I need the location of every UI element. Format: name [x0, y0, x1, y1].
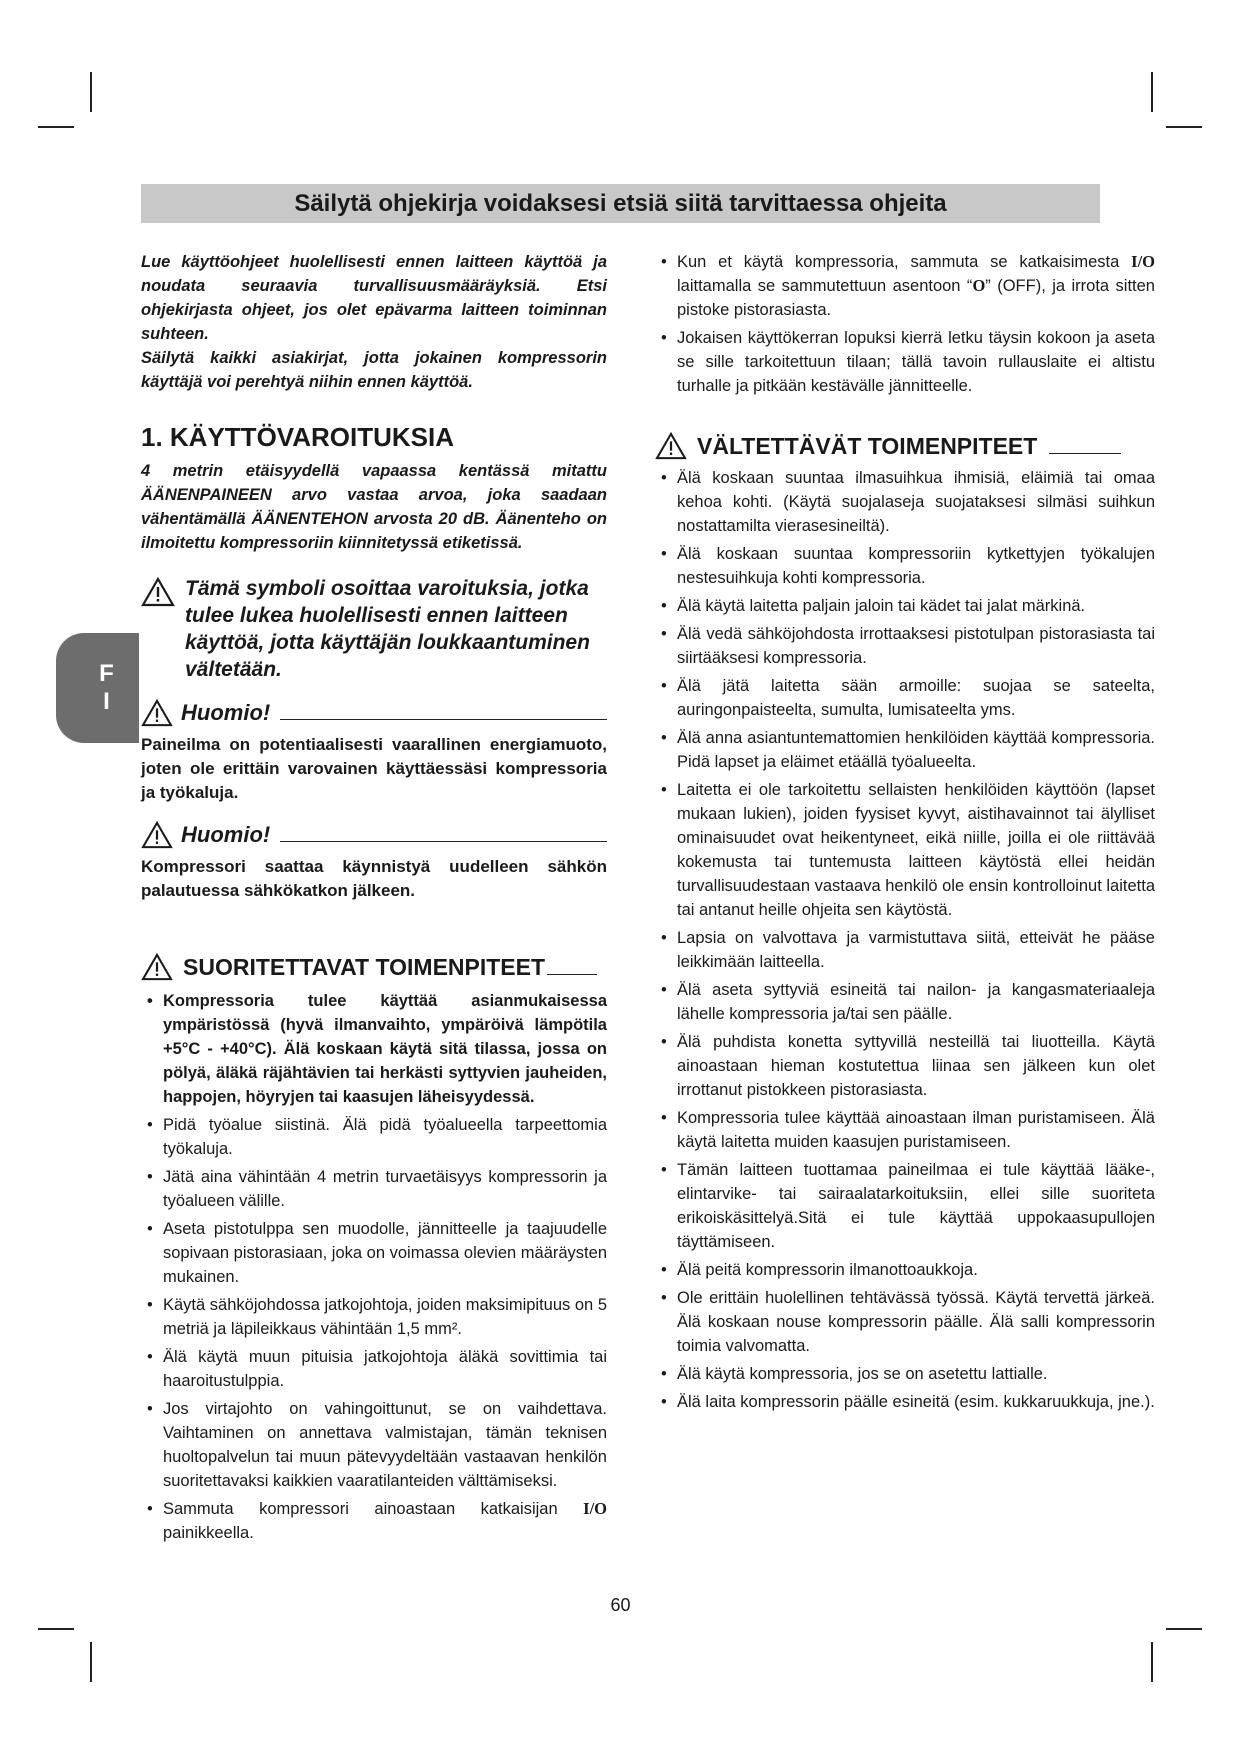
list-item: • Älä anna asiantuntemattomien henkilöiden käyttää kompressoria. Pidä lapset ja eläimet etäällä työalueelta.	[655, 726, 1155, 774]
page-header	[141, 184, 1100, 223]
symbol-text: Tämä symboli osoittaa varoituksia, jotka tulee lukea huolellisesti ennen laitteen käyttöä, jotta käyttäjän loukkaantuminen vältetään.	[185, 577, 590, 681]
list-item: • Kompressoria tulee käyttää asianmukaisessa ympäristössä (hyvä ilmanvaihto, ympäröivä lämpötila +5°C - +40°C). Älä koskaan käytä sitä tilassa, jossa on pölyä, äläkä räjähtävien tai herkästi syttyvien jauheiden, happojen, höyryjen tai kaasujen läheisyydessä.	[141, 989, 607, 1109]
list-item: • Aseta pistotulppa sen muodolle, jännitteelle ja taajuudelle sopivaan pistorasiaan, joka on voimassa olevien määräysten mukainen.	[141, 1217, 607, 1289]
language-tab	[56, 633, 139, 743]
crop-mark	[38, 126, 74, 128]
warning-triangle-icon	[141, 699, 173, 727]
list-item: • Jos virtajohto on vahingoittunut, se on vaihdettava. Vaihtaminen on annettava valmistajan, tämän teknisen huoltopalvelun tai muun pätevyydeltään vastaavan henkilön suoritettavaksi kaikkien vaaratilanteiden välttämiseksi.	[141, 1397, 607, 1493]
warning-triangle-icon	[141, 821, 173, 849]
list-item: • Älä käytä kompressoria, jos se on asetettu lattialle.	[655, 1362, 1155, 1386]
noise-info: 4 metrin etäisyydellä vapaassa kentässä mitattu ÄÄNENPAINEEN arvo vastaa arvoa, joka saadaan vähentämällä ÄÄNENTEHON arvosta 20 dB. Äänenteho on ilmoitettu kompressoriin kiinnitetyssä etiketissä.	[141, 462, 607, 552]
header-title: Säilytä ohjekirja voidaksesi etsiä siitä tarvittaessa ohjeita	[294, 189, 947, 217]
list-item	[141, 1497, 607, 1545]
symbol-explanation	[141, 575, 607, 683]
off-label: O	[972, 276, 986, 295]
section-title-warnings: 1. KÄYTTÖVAROITUKSIA	[141, 422, 454, 452]
language-tab-f: F	[99, 660, 114, 687]
list-item-text: laittamalla se sammutettuun asentoon “	[677, 277, 973, 295]
huomio-1-text: Paineilma on potentiaalisesti vaarallinen energiamuoto, joten ole erittäin varovainen käyttäessäsi kompressoria ja työkaluja.	[141, 735, 607, 802]
list-item: • Älä käytä laitetta paljain jaloin tai kädet tai jalat märkinä.	[655, 594, 1155, 618]
divider	[547, 960, 597, 975]
section-title-avoid	[655, 432, 1155, 460]
usage-list	[655, 250, 1155, 398]
list-item: • Jokaisen käyttökerran lopuksi kierrä letku täysin kokoon ja aseta se sille tarkoitettuun tilaan; tällä tavoin rullauslaite ei altistu turhalle ja pitkään kestävälle jännitteelle.	[655, 326, 1155, 398]
list-item: • Älä peitä kompressorin ilmanottoaukkoja.	[655, 1258, 1155, 1282]
divider	[280, 707, 607, 720]
huomio-1	[141, 699, 607, 727]
huomio-2-label: Huomio!	[181, 822, 271, 847]
list-item-text: Kun et käytä kompressoria, sammuta se katkaisimesta	[677, 253, 1120, 271]
switch-label: I/O	[583, 1499, 607, 1518]
list-item: • Jätä aina vähintään 4 metrin turvaetäisyys kompressorin ja työalueen välille.	[141, 1165, 607, 1213]
crop-mark	[38, 1628, 74, 1630]
list-item-text: painikkeella.	[163, 1524, 254, 1542]
crop-mark	[90, 72, 92, 112]
intro-text-2: Säilytä kaikki asiakirjat, jotta jokainen kompressorin käyttäjä voi perehtyä niihin ennen käyttöä.	[141, 349, 607, 391]
right-column	[655, 250, 1155, 1418]
switch-label: I/O	[1131, 252, 1155, 271]
list-item: • Älä jätä laitetta sään armoille: suojaa se sateelta, auringonpaisteelta, sumulta, lumisateelta yms.	[655, 674, 1155, 722]
warning-triangle-icon	[141, 577, 175, 607]
huomio-1-label: Huomio!	[181, 700, 271, 725]
crop-mark	[1151, 72, 1153, 112]
list-item: • Älä laita kompressorin päälle esineitä (esim. kukkaruukkuja, jne.).	[655, 1390, 1155, 1414]
crop-mark	[1166, 126, 1202, 128]
list-item-text: Sammuta kompressori ainoastaan katkaisijan	[163, 1500, 558, 1518]
huomio-2-text: Kompressori saattaa käynnistyä uudelleen sähkön palautuessa sähkökatkon jälkeen.	[141, 857, 607, 900]
list-item: • Laitetta ei ole tarkoitettu sellaisten henkilöiden käyttöön (lapset mukaan lukien), joiden fyysiset kyvyt, aistihavainnot tai älylliset ominaisuudet ovat heikentyneet, eikä niille, joilla ei ole riittävää kokemusta tai tuntemusta laitteen käytöstä ellei heidän turvallisuudestaan vastaava henkilö ole ensin kontrolloinut laitetta tai antanut heille ohjeita sen käytöstä.	[655, 778, 1155, 922]
page-number: 60	[610, 1595, 631, 1615]
list-item	[655, 250, 1155, 322]
list-item: • Älä koskaan suuntaa ilmasuihkua ihmisiä, eläimiä tai omaa kehoa kohti. (Käytä suojalaseja suojataksesi silmäsi suihkun nostattamilta vierasesineiltä).	[655, 466, 1155, 538]
list-item: • Älä vedä sähköjohdosta irrottaaksesi pistotulpan pistorasiasta tai siirtääksesi kompressoria.	[655, 622, 1155, 670]
warning-triangle-icon	[655, 432, 687, 460]
crop-mark	[90, 1642, 92, 1682]
list-item: • Älä puhdista konetta syttyvillä nesteillä tai liuotteilla. Käytä ainoastaan hieman kostutettua liinaa sen jälkeen kun olet irrottanut pistokkeen pistorasiasta.	[655, 1030, 1155, 1102]
list-item: • Älä aseta syttyviä esineitä tai nailon- ja kangasmateriaaleja lähelle kompressoria ja/tai sen päälle.	[655, 978, 1155, 1026]
huomio-2	[141, 821, 607, 849]
crop-mark	[1166, 1628, 1202, 1630]
section-title-avoid-label: VÄLTETTÄVÄT TOIMENPITEET	[697, 432, 1038, 459]
list-item-text: ” (OFF), ja irrota sitten pistoke pistorasiasta.	[677, 277, 1155, 319]
list-item: • Lapsia on valvottava ja varmistuttava siitä, etteivät he pääse leikkimään laitteella.	[655, 926, 1155, 974]
section-title-do-label: SUORITETTAVAT TOIMENPITEET	[183, 953, 546, 980]
intro-text: Lue käyttöohjeet huolellisesti ennen laitteen käyttöä ja noudata seuraavia turvallisuusmääräyksiä. Etsi ohjekirjasta ohjeet, jos olet epävarma laitteen toiminnan suhteen.	[141, 253, 607, 343]
list-item: • Pidä työalue siistinä. Älä pidä työalueella tarpeettomia työkaluja.	[141, 1113, 607, 1161]
list-item: • Kompressoria tulee käyttää ainoastaan ilman puristamiseen. Älä käytä laitetta muiden kaasujen puristamiseen.	[655, 1106, 1155, 1154]
language-tab-i: I	[103, 688, 110, 715]
list-item: • Käytä sähköjohdossa jatkojohtoja, joiden maksimipituus on 5 metriä ja läpileikkaus vähintään 1,5 mm².	[141, 1293, 607, 1341]
list-item: • Ole erittäin huolellinen tehtävässä työssä. Käytä tervettä järkeä. Älä koskaan nouse kompressorin päälle. Älä salli kompressorin toimia valvomatta.	[655, 1286, 1155, 1358]
section-title-do	[141, 953, 607, 981]
warning-triangle-icon	[141, 953, 173, 981]
list-item: • Älä koskaan suuntaa kompressoriin kytkettyjen työkalujen nestesuihkuja kohti kompressoria.	[655, 542, 1155, 590]
do-list	[141, 989, 607, 1545]
crop-mark	[1151, 1642, 1153, 1682]
divider	[280, 829, 607, 842]
list-item: • Tämän laitteen tuottamaa paineilmaa ei tule käyttää lääke-, elintarvike- tai sairaalatarkoituksiin, ellei sille suoriteta erikoiskäsittelyä.Sitä ei tule käyttää uppokaasupullojen täyttämiseen.	[655, 1158, 1155, 1254]
divider	[1049, 439, 1121, 454]
list-item: • Älä käytä muun pituisia jatkojohtoja äläkä sovittimia tai haaroitustulppia.	[141, 1345, 607, 1393]
left-column	[141, 250, 607, 1549]
avoid-list	[655, 466, 1155, 1414]
